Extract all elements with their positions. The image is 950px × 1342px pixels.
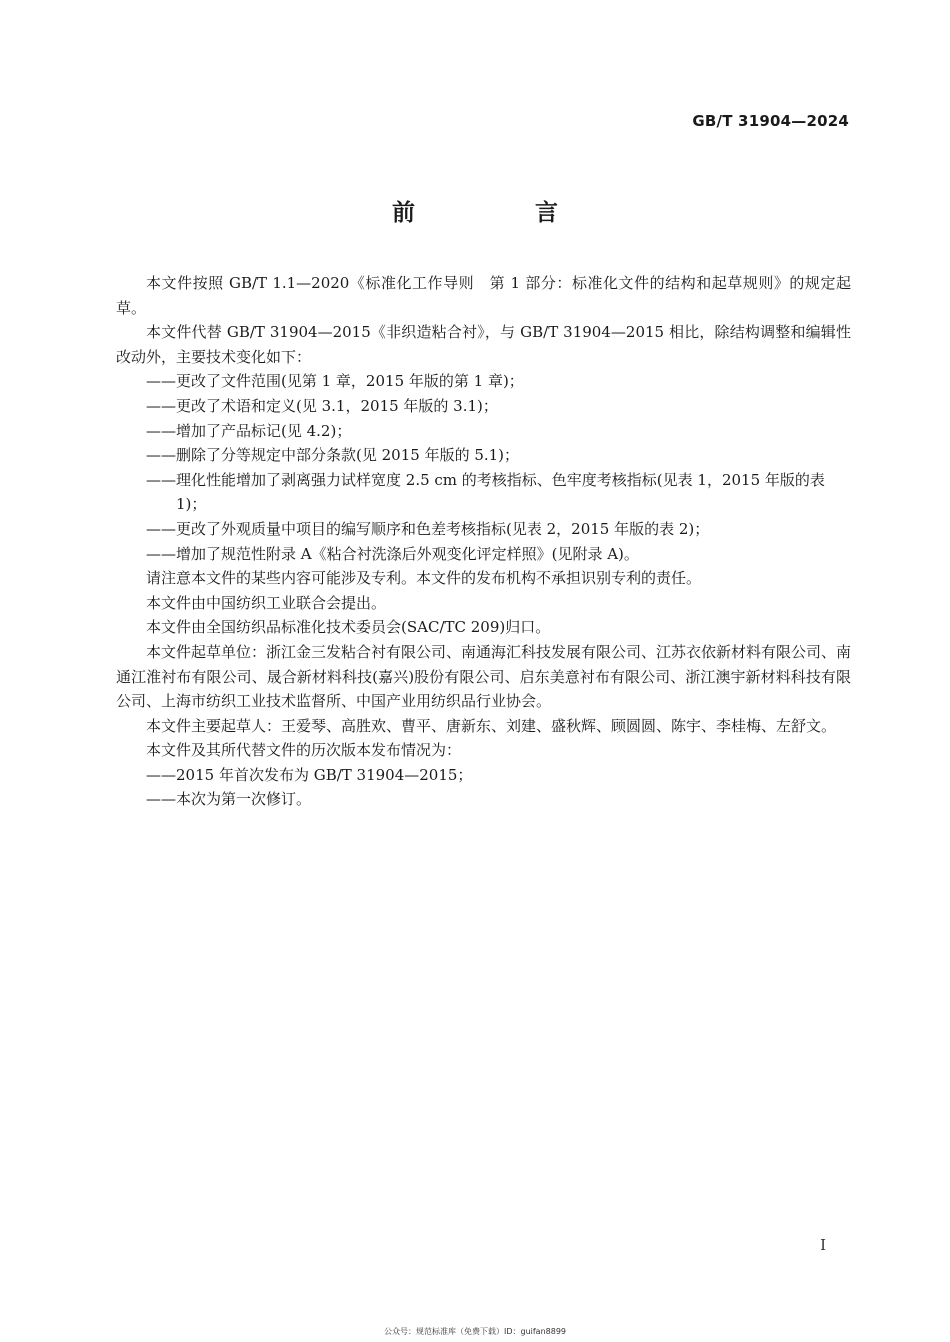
page-title: 前 言: [391, 200, 614, 226]
change-item: ——删除了分等规定中部分条款(见 2015 年版的 5.1)；: [146, 446, 520, 465]
history-intro: 本文件及其所代替文件的历次版本发布情况为：: [146, 741, 462, 760]
change-item: ——增加了规范性附录 A《粘合衬洗涤后外观变化评定样照》(见附录 A)。: [146, 544, 639, 563]
change-item: ——更改了外观质量中项目的编写顺序和色差考核指标(见表 2，2015 年版的表 2)；: [146, 519, 710, 538]
proposer-note: 本文件由中国纺织工业联合会提出。: [146, 593, 387, 612]
committee-note: 本文件由全国纺织品标准化技术委员会(SAC/TC 209)归口。: [146, 618, 551, 637]
change-item: ——更改了文件范围(见第 1 章，2015 年版的第 1 章)；: [146, 372, 524, 391]
change-item: ——增加了产品标记(见 4.2)；: [146, 421, 352, 440]
foreword-body: [116, 271, 851, 812]
patent-note: 请注意本文件的某些内容可能涉及专利。本文件的发布机构不承担识别专利的责任。: [146, 569, 702, 588]
standard-code: GB/T 31904—2024: [692, 112, 849, 130]
footer-watermark: 公众号：规范标准库（免费下载）ID：guifan8899: [383, 1327, 567, 1336]
replacement-paragraph: 本文件代替 GB/T 31904—2015《非织造粘合衬》，与 GB/T 31904—2015 相比，除结构调整和编辑性改动外，主要技术变化如下：: [116, 323, 851, 366]
page-number: I: [820, 1236, 826, 1254]
drafters: 本文件主要起草人：王爱琴、高胜欢、曹平、唐新东、刘建、盛秋辉、顾圆圆、陈宇、李桂梅、左舒文。: [146, 716, 837, 735]
history-item: ——本次为第一次修订。: [146, 790, 312, 809]
history-item: ——2015 年首次发布为 GB/T 31904—2015；: [146, 765, 473, 784]
drafting-units: 本文件起草单位：浙江金三发粘合衬有限公司、南通海汇科技发展有限公司、江苏衣依新材料有限公司、南通江淮衬布有限公司、晟合新材料科技(嘉兴)股份有限公司、启东美意衬布有限公司、浙江澳宇新材料科技有限公司、上海市纺织工业技术监督所、中国产业用纺织品行业协会。: [116, 642, 852, 711]
change-item: ——理化性能增加了剥离强力试样宽度 2.5 cm 的考核指标、色牢度考核指标(见表 1，2015 年版的表 1)；: [146, 470, 825, 514]
change-item: ——更改了术语和定义(见 3.1，2015 年版的 3.1)；: [146, 396, 498, 415]
scope-paragraph: 本文件按照 GB/T 1.1—2020《标准化工作导则 第 1 部分：标准化文件的结构和起草规则》的规定起草。: [116, 274, 851, 317]
